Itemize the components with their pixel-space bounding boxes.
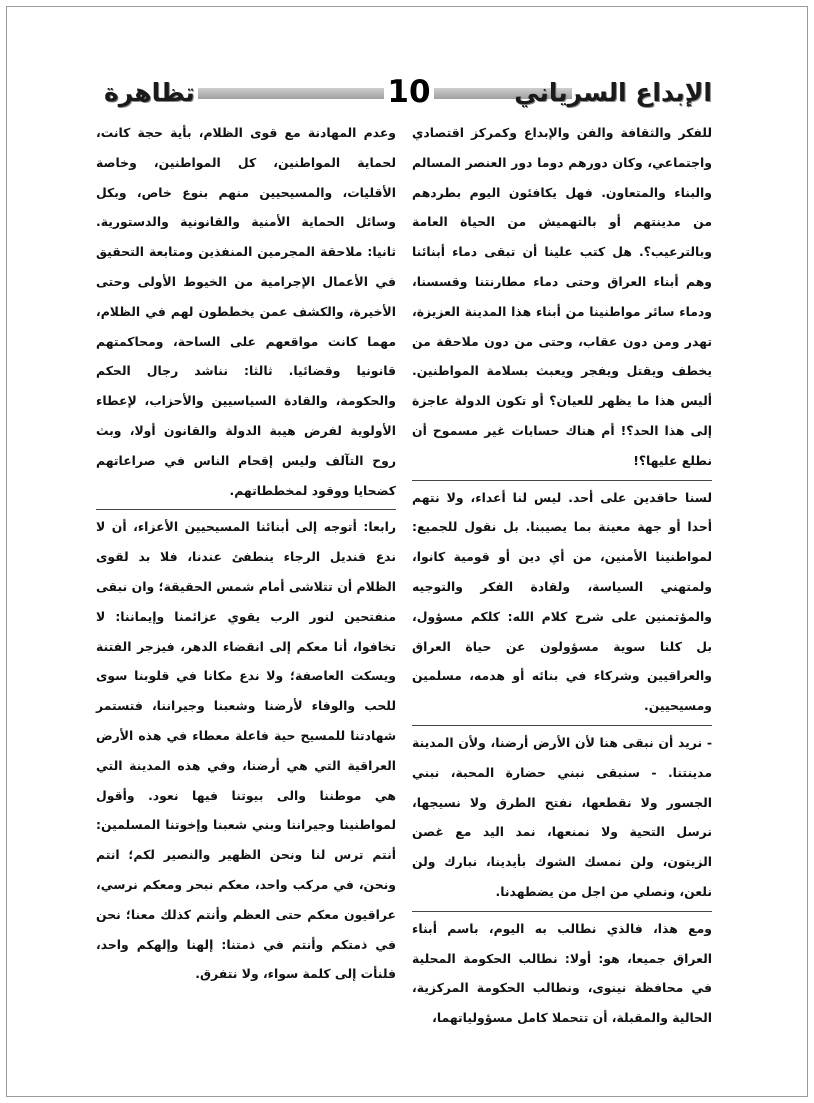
page-header: [104, 76, 712, 110]
page-number: 10: [384, 74, 434, 110]
paragraph-divider: [412, 725, 712, 726]
article-paragraph: رابعا: أتوجه إلى أبنائنا المسيحيين الأعزاء، أن لا ندع قنديل الرجاء ينطفئ عندنا، فلا بد لقوى الظلام أن تتلاشى أمام شمس الحقيقة؛ وان نبقى منفتحين لنور الرب يقوي عزائمنا وإيماننا: لا تخافوا، أنا معكم إلى انقضاء الدهر، فيزجر الفتنة ويسكت العاصفة؛ ولا ندع مكانا في قلوبنا سوى للحب والوفاء لأرضنا وشعبنا وجيراننا، فتستمر شهادتنا للمسيح حية فاعلة معطاء في هذه الأرض العراقية التي هي أرضنا، وفي هذه المدينة التي هي موطننا والى بيوتنا فيها نعود. وأقول لمواطنينا وجيراننا وبني شعبنا وإخوتنا المسلمين: أنتم ترس لنا ونحن الظهير والنصير لكم؛ انتم ونحن، في مركب واحد، معكم نبحر ومعكم نرسي، عراقيون معكم حتى العظم وأنتم كذلك معنا؛ نحن في ذمتكم وأنتم في ذمتنا: إلهنا وإلهكم واحد، فلنأت إلى كلمة سواء، ولا نتفرق.: [96, 519, 396, 982]
article-paragraph: - نريد أن نبقى هنا لأن الأرض أرضنا، ولأن المدينة مدينتنا. - سنبقى نبني حضارة المحبة، نبني الجسور ولا نقطعها، نفتح الطرق ولا نسيجها، نرسل التحية ولا نمنعها، نمد اليد مع غصن الزيتون، ولن نمسك الشوك بأيدينا، نبارك ولن نلعن، ونصلي من اجل من يضطهدنا.: [412, 734, 712, 899]
article-paragraph: وعدم المهادنة مع قوى الظلام، بأية حجة كانت، لحماية المواطنين، كل المواطنين، وخاصة الأقليات، والمسيحيين منهم بنوع خاص، وبكل وسائل الحماية الأمنية والقانونية والدستورية. ثانيا: ملاحقة المجرمين المنفذين ومتابعة التحقيق في الأعمال الإجرامية من الخيوط الأولى وحتى الأخيرة، والكشف عمن يخططون لهم في الظلام، مهما كانت مواقعهم على الساحة، ومحاكمتهم قانونيا وقضائيا. ثالثا: نناشد رجال الحكم والحكومة، والقادة السياسيين والأحزاب، لإعطاء الأولوية لفرض هيبة الدولة والقانون أولا، وبث روح التآلف وليس إقحام الناس في صراعاتهم كضحايا ووقود لمخططاتهم.: [96, 125, 396, 498]
article-paragraph: ومع هذا، فالذي نطالب به اليوم، باسم أبناء العراق جميعا، هو: أولا: نطالب الحكومة المحلية في محافظة نينوى، ونطالب الحكومة المركزية، الحالية والمقبلة، أن تتحملا كامل مسؤولياتهما،: [412, 920, 712, 1026]
paragraph-divider: [412, 480, 712, 481]
article-paragraph: لسنا حاقدين على أحد. ليس لنا أعداء، ولا نتهم أحدا أو جهة معينة بما يصيبنا. بل نقول للجميع: لمواطنينا الأمنين، من أي دين أو قومية كانوا، ولمتهني السياسة، ولقادة الفكر والتوجيه والمؤتمنين على شرح كلام الله: كلكم مسؤول، بل كلنا سوية مسؤولون عن حياة العراق والعراقيين وشركاء في بنائه أو هدمه، مسلمين ومسيحيين.: [412, 489, 712, 714]
section-name: تظاهرة: [104, 78, 195, 107]
article-column-left: [96, 118, 396, 989]
article-paragraph: للفكر والثقافة والفن والإبداع وكمركز اقتصادي واجتماعي، وكان دورهم دوما دور العنصر المسالم والبناء والمتعاون. فهل يكافئون اليوم بطردهم من مدينتهم أو بالتهميش من الحياة العامة وبالترعيب؟. هل كتب علينا أن تبقى دماء أبنائنا وهم أبناء العراق وحتى دماء مطارنتنا وقسسنا، ودماء سائر مواطنينا من أبناء هذا المدينة العزيزة، تهدر ومن دون عقاب، وحتى من دون ملاحقة من يخطف ويقتل ويفجر ويعبث بسلامة المواطنين. أليس هذا ما يظهر للعيان؟ أو تكون الدولة عاجزة إلى هذا الحد؟! أم هناك حسابات غير مسموح أن نطلع عليها؟!: [412, 125, 712, 468]
magazine-title: الإبداع السرياني: [514, 78, 712, 107]
paragraph-divider: [96, 509, 396, 510]
article-column-right: [412, 118, 712, 1033]
paragraph-divider: [412, 911, 712, 912]
